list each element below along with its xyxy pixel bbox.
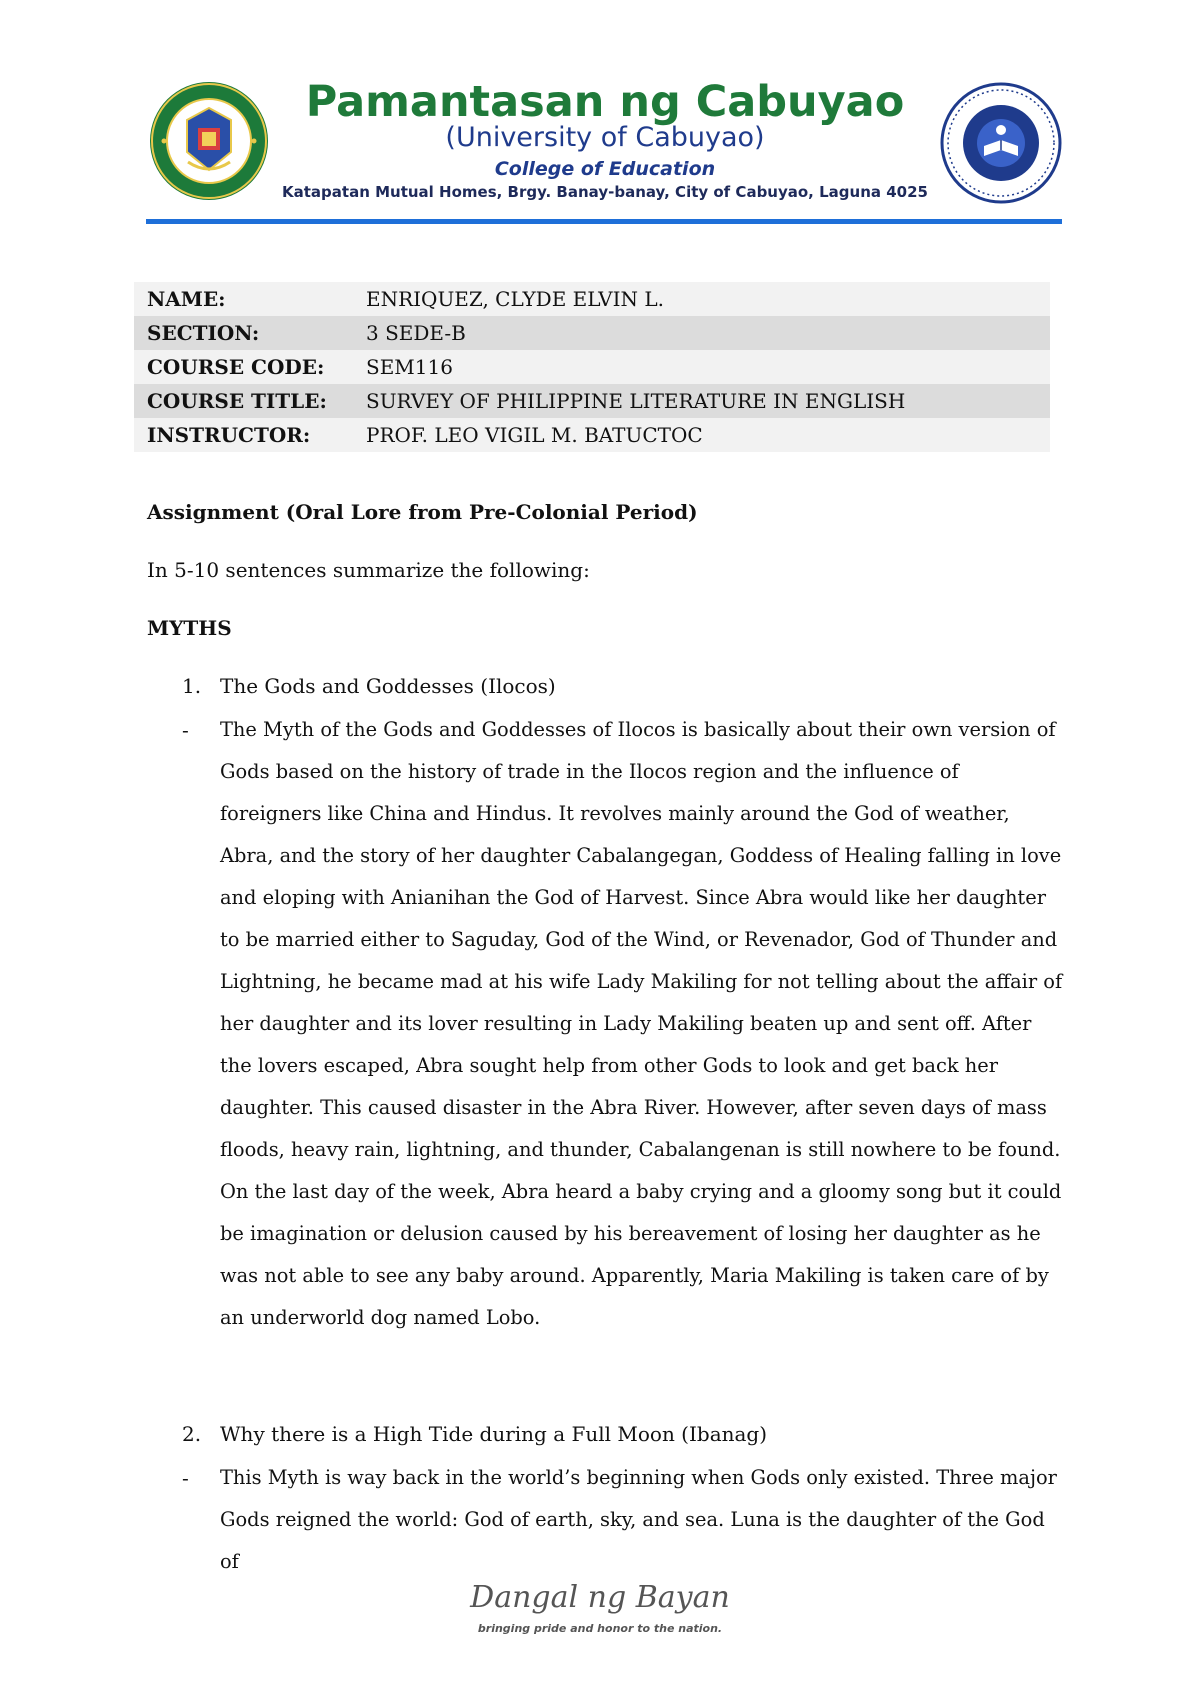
university-english-name: (University of Cabuyao) (445, 122, 765, 153)
info-label-course-code: COURSE CODE: (134, 350, 353, 384)
item-number: 2. (182, 1422, 202, 1446)
student-info-table (134, 282, 1050, 452)
table-row (134, 384, 1050, 418)
info-value-course-code: SEM116 (353, 350, 1050, 384)
item-summary: The Myth of the Gods and Goddesses of Ilocos is basically about their own version of Gods based on the history of trade in the Ilocos region and the influence of foreigners like China and Hindus. It revolves mainly around the God of weather, Abra, and the story of her daughter Cabalangegan, Goddess of Healing falling in love and eloping with Anianihan the God of Harvest. Since Abra would like her daughter to be married either to Saguday, God of the Wind, or Revenador, God of Thunder and Lightning, he became mad at his wife Lady Makiling for not telling about the affair of her daughter and its lover resulting in Lady Makiling beaten up and sent off. After the lovers escaped, Abra sought help from other Gods to look and get back her daughter. This caused disaster in the Abra River. However, after seven days of mass floods, heavy rain, lightning, and thunder, Cabalangenan is still nowhere to be found. On the last day of the week, Abra heard a baby crying and a gloomy song but it could be imagination or delusion caused by his bereavement of losing her daughter as he was not able to see any baby around. Apparently, Maria Makiling is taken care of by an underworld dog named Lobo. (220, 718, 1063, 1329)
header-divider (146, 219, 1062, 224)
university-address: Katapatan Mutual Homes, Brgy. Banay-banay, City of Cabuyao, Laguna 4025 (282, 183, 928, 201)
list-dash: - (182, 718, 189, 742)
table-row (134, 282, 1050, 316)
assignment-title: Assignment (Oral Lore from Pre-Colonial Period) (147, 500, 698, 524)
section-heading: MYTHS (147, 616, 232, 640)
university-name: Pamantasan ng Cabuyao (305, 77, 905, 127)
info-label-section: SECTION: (134, 316, 353, 350)
list-dash: - (182, 1466, 189, 1490)
info-value-name: ENRIQUEZ, CLYDE ELVIN L. (353, 282, 1050, 316)
info-label-instructor: INSTRUCTOR: (134, 418, 353, 452)
footer-motto: Dangal ng Bayan (470, 1580, 730, 1615)
college-of-education-seal-icon (940, 82, 1062, 204)
table-row (134, 350, 1050, 384)
college-name: College of Education (494, 158, 716, 180)
footer-tagline: bringing pride and honor to the nation. (477, 1622, 723, 1635)
item-number: 1. (182, 674, 202, 698)
item-summary: This Myth is way back in the world’s beginning when Gods only existed. Three major Gods reigned the world: God of earth, sky, and sea. Luna is the daughter of the God of (220, 1466, 1057, 1573)
table-row (134, 418, 1050, 452)
item-title: The Gods and Goddesses (Ilocos) (220, 674, 556, 698)
table-row (134, 316, 1050, 350)
info-value-instructor: PROF. LEO VIGIL M. BATUCTOC (353, 418, 1050, 452)
item-title: Why there is a High Tide during a Full Moon (Ibanag) (220, 1422, 768, 1446)
university-seal-icon (148, 80, 270, 202)
info-label-name: NAME: (134, 282, 353, 316)
info-value-course-title: SURVEY OF PHILIPPINE LITERATURE IN ENGLISH (353, 384, 1050, 418)
assignment-instructions: In 5-10 sentences summarize the following: (147, 558, 590, 582)
info-label-course-title: COURSE TITLE: (134, 384, 353, 418)
info-value-section: 3 SEDE-B (353, 316, 1050, 350)
